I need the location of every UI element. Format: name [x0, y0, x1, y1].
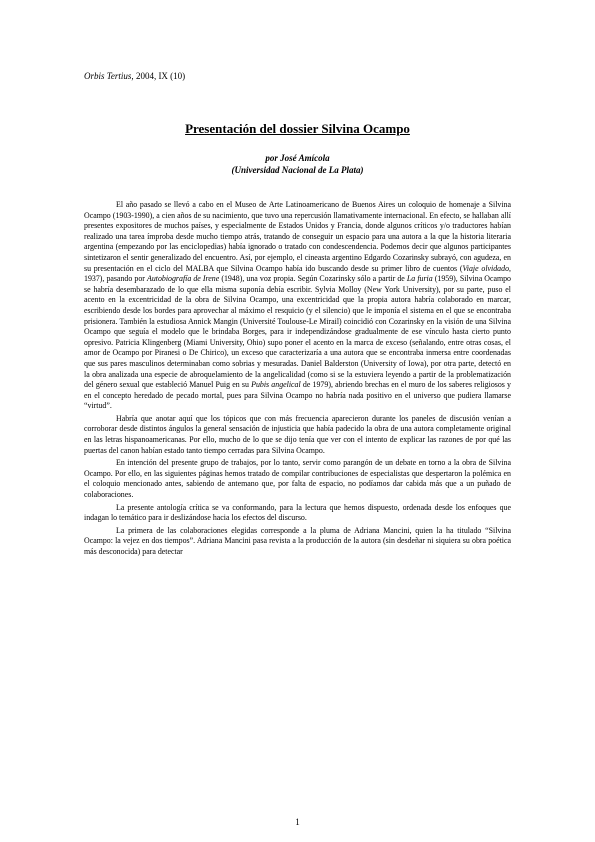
book-title-autobiografia: Autobiografía de Irene	[147, 274, 220, 284]
book-title-la-furia: La furia	[406, 274, 433, 284]
article-author: por José Amícola	[265, 153, 330, 163]
journal-details: 2004, IX (10)	[133, 71, 186, 81]
paragraph-2: Habría que anotar aquí que los tópicos que con más frecuencia aparecieron durante los paneles de discusión venían a corroborar desde distintos ángulos la general sensación de injusticia que había padecido la obra de una autora completamente original en las letras hispanoamericanas. Por ello, mucho de lo que se dijo tenía que ver con el intento de explicar las razones de por qué las puertas del canon habían estado tanto tiempo cerradas para Silvina Ocampo.	[84, 413, 511, 455]
paragraph-4: La presente antología crítica se va conformando, para la lectura que hemos dispuesto, ordenada desde los enfoques que indagan lo temático para ir deslizándose hacia los efectos del discurso.	[84, 502, 511, 523]
book-title-pubis-angelical: Pubis angelical	[251, 380, 301, 390]
paragraph-1-text-4: (1959), Silvina Ocampo se habría desembarazado de lo que ella misma suponía debía escribir. Sylvia Molloy (New York University), por su parte, puso el acento en la excentricidad de la obra de Silvina Ocampo, una excentricidad que la propia autora habría colaborado en marcar, escribiendo desde los bordes para aprovechar al máximo el resquicio (y el silencio) que le imponía el sistema en el que se encontraba prisionera. También la estudiosa Annick Mangin (Université Toulouse-Le Mirail) coincidió con Cozarinsky en la visión de una Silvina Ocampo que seguía el modelo que le brindaba Borges, para ir independizándose gradualmente de ese vínculo hasta cierto punto opresivo. Patricia Klingenberg (Miami University, Ohio) supo poner el acento en la marca de exceso (señalando, entre otras cosas, el amor de Ocampo por Piranesi o De Chirico), un exceso que caracterizaría a una autora que se encontraba inmersa entre coordenadas que sus pares masculinos determinaban como sobrias y mesuradas. Daniel Balderston (University of Iowa), por otra parte, detectó en la obra analizada una especie de abroquelamiento de la angelicalidad (como si se la estuviera leyendo a partir de la problematización del género sexual que estableció Manuel Puig en su	[84, 274, 512, 390]
paragraph-1	[84, 200, 511, 412]
book-title-viaje-olvidado: Viaje olvidado	[462, 263, 510, 273]
author-affiliation: (Universidad Nacional de La Plata)	[231, 165, 364, 175]
paragraph-1-text-3: (1948), una voz propia. Según Cozarinsky sólo a partir de	[219, 274, 407, 284]
paragraph-3: En intención del presente grupo de trabajos, por lo tanto, servir como parangón de un debate en torno a la obra de Silvina Ocampo. Por ello, en las siguientes páginas hemos tratado de compilar contribuciones de especialistas que despertaron la polémica en el coloquio mencionado antes, sabiendo de antemano que, por falta de espacio, no podíamos dar cabida más que a un puñado de colaboraciones.	[84, 458, 511, 500]
paragraph-1-text-1: El año pasado se llevó a cabo en el Museo de Arte Latinoamericano de Buenos Aires un coloquio de homenaje a Silvina Ocampo (1903-1990), a cien años de su nacimiento, que tuvo una repercusión llamativamente internacional. En efecto, se hallaban allí presentes expositores de muchos países, y especialmente de Estados Unidos y Francia, donde algunos críticos y/o traductores habían realizado una tarea ímproba desde mucho tiempo atrás, tratando de conseguir un espacio para una autora a la que la historia literaria argentina (empezando por las enciclopedias) había ignorado o tratado con condescendencia. Podemos decir que algunos participantes sintetizaron el sentir generalizado del encuentro. Así, por ejemplo, el cineasta argentino Edgardo Cozarinsky subrayó, con agudeza, en su presentación en el ciclo del MALBA que Silvina Ocampo había ido buscando desde su primer libro de cuentos (	[84, 200, 511, 273]
paragraph-1-text-2: , 1937), pasando por	[84, 263, 511, 284]
article-body	[84, 200, 511, 560]
journal-name: Orbis Tertius,	[84, 71, 134, 81]
journal-citation	[84, 71, 185, 82]
article-title: Presentación del dossier Silvina Ocampo	[185, 121, 410, 136]
paragraph-5: La primera de las colaboraciones elegidas corresponde a la pluma de Adriana Mancini, quien la ha titulado “Silvina Ocampo: la vejez en dos tiempos”. Adriana Mancini pasa revista a la producción de la autora (sin desdeñar ni siquiera su obra poética más desconocida) para detectar	[84, 525, 511, 556]
paragraph-1-text-5: de 1979), abriendo brechas en el muro de los saberes religiosos y en el concepto heredado de pecado mortal, pues para Silvina Ocampo no habría nada positivo en el universo que pudiera llamarse “virtud”.	[84, 380, 511, 411]
page-number: 1	[295, 817, 300, 827]
